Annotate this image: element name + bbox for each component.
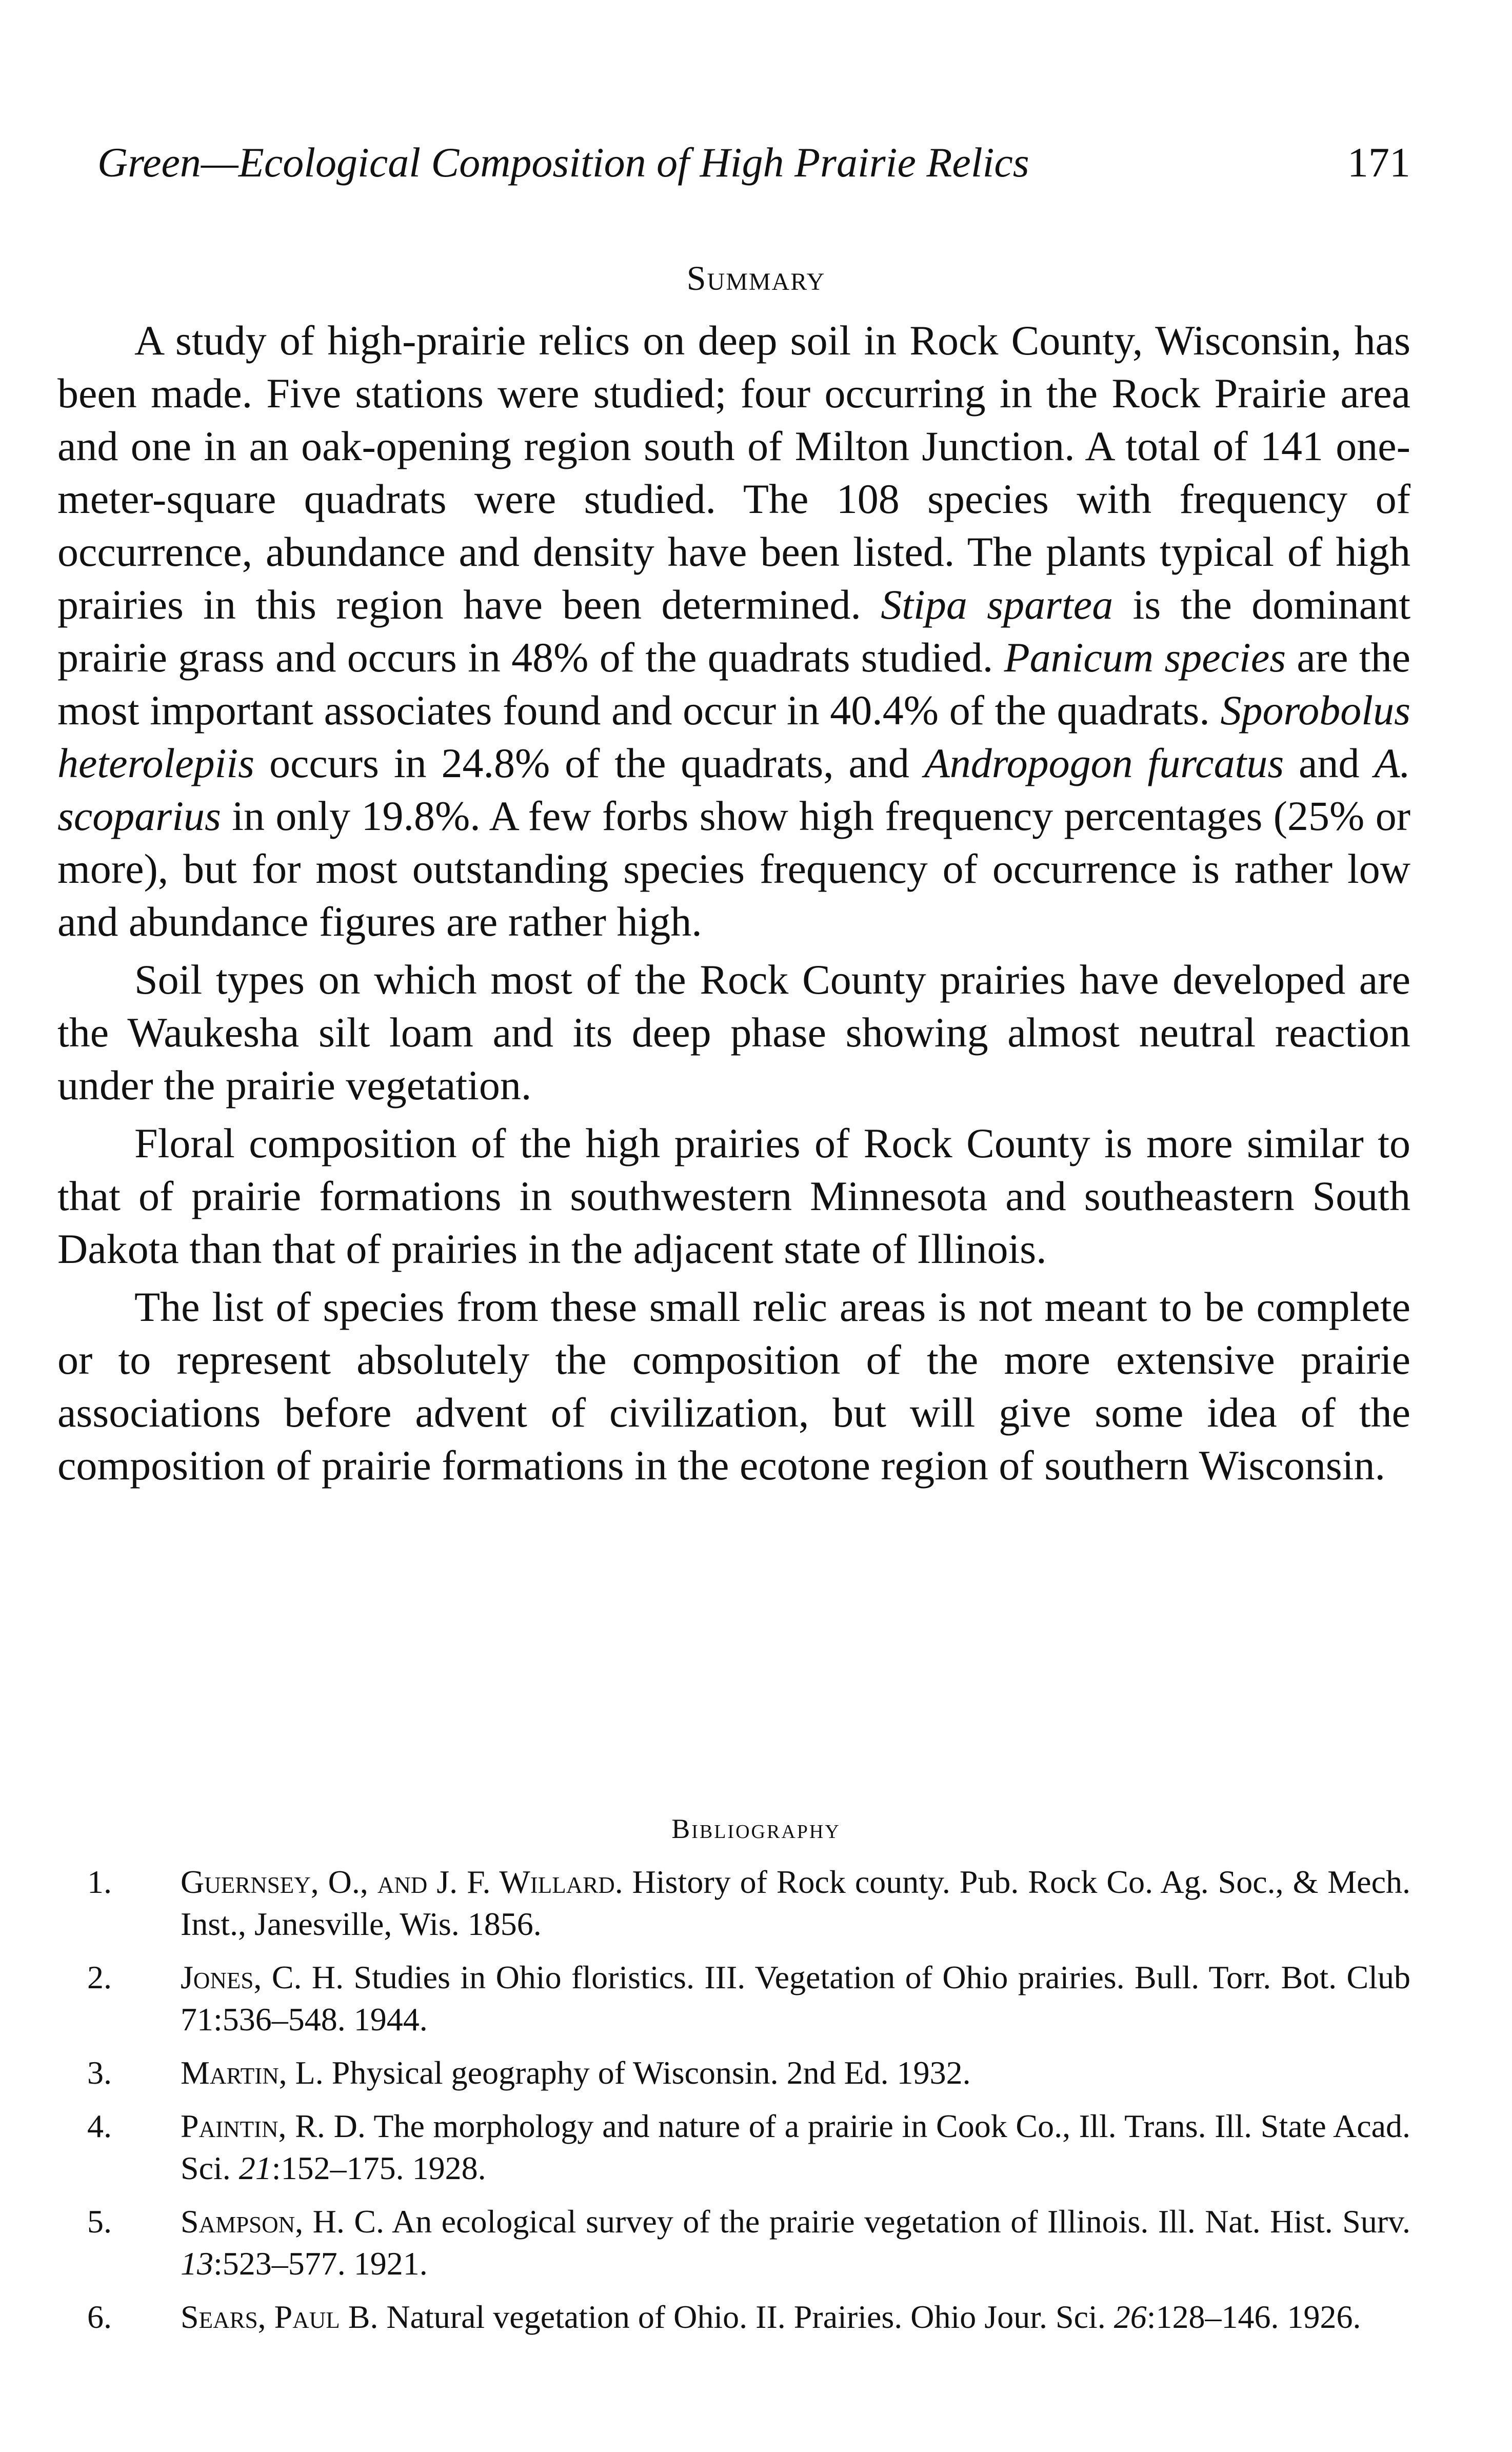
bibliography-author: Sears, Paul B.	[181, 2299, 379, 2335]
bibliography-list	[87, 1861, 1410, 2349]
bibliography-citation: :128–146. 1926.	[1146, 2299, 1361, 2335]
bibliography-volume: 21	[238, 2150, 272, 2186]
bibliography-citation: An ecological survey of the prairie vegetation of Illinois. Ill. Nat. Hist. Surv.	[384, 2203, 1411, 2240]
bibliography-citation: The morphology and nature of a prairie in Cook Co., Ill. Trans. Ill. State Acad. Sci.	[181, 2108, 1411, 2186]
bibliography-author: Guernsey, O., and J. F. Willard.	[181, 1864, 623, 1900]
summary-heading-text: Summary	[686, 259, 826, 298]
bibliography-citation: Natural vegetation of Ohio. II. Prairies. Ohio Jour. Sci.	[378, 2299, 1114, 2335]
bibliography-entry-text	[181, 2108, 1410, 2186]
bibliography-volume: 13	[181, 2245, 213, 2282]
bibliography-entry-number: 2.	[87, 1959, 112, 1995]
paragraph-text: The list of species from these small relic areas is not meant to be complete or to represent absolutely the composition of the more extensive prairie associations before advent of civilization, but will give some idea of the composition of prairie formations in the ecotone region of southern Wisconsin.	[57, 1283, 1410, 1489]
paragraph-text: is the dominant prairie grass and occurs in 48% of the quadrats studied.	[57, 581, 1410, 681]
bibliography-entry-number: 6.	[87, 2299, 112, 2335]
paragraph-text: in only 19.8%. A few forbs show high frequency percentages (25% or more), but for most outstanding species frequency of occurrence is rather low and abundance figures are rather high.	[57, 793, 1410, 945]
page-number: 171	[1347, 139, 1410, 186]
italic-text: Panicum species	[1004, 634, 1286, 681]
bibliography-entry-text	[181, 1864, 1410, 1942]
summary-paragraph	[57, 1117, 1410, 1275]
italic-text: Andropogon furcatus	[924, 740, 1284, 786]
bibliography-entry-text	[181, 1959, 1410, 2038]
bibliography-author: Jones, C. H.	[181, 1959, 344, 1995]
summary-paragraph	[57, 953, 1410, 1112]
bibliography-entry-number: 3.	[87, 2054, 112, 2091]
bibliography-entry-number: 4.	[87, 2108, 112, 2144]
bibliography-entry-text	[181, 2203, 1410, 2282]
paragraph-text: A study of high-prairie relics on deep soil in Rock County, Wisconsin, has been made. Five stations were studied; four occurring in the Rock Prairie area and one in an oak-opening region south of Milton Junction. A total of 141 one-meter-square quadrats were studied. The 108 species with frequency of occurrence, abundance and density have been listed. The plants typical of high prairies in this region have been determined.	[57, 317, 1410, 628]
running-head	[97, 134, 1410, 191]
running-head-title: Green—Ecological Composition of High Prairie Relics	[97, 139, 1029, 186]
bibliography-author: Sampson, H. C.	[181, 2203, 385, 2240]
bibliography-heading	[0, 1808, 1512, 1849]
italic-text: Stipa spartea	[881, 581, 1113, 628]
bibliography-entry-text	[181, 2299, 1361, 2335]
bibliography-entry	[87, 1956, 1410, 2041]
paragraph-text: Floral composition of the high prairies of Rock County is more similar to that of prairie formations in southwestern Minnesota and southeastern South Dakota than that of prairies in the adjacent state of Illinois.	[57, 1120, 1410, 1272]
bibliography-entry	[87, 2052, 1410, 2094]
bibliography-entry	[87, 2296, 1410, 2338]
bibliography-entry	[87, 2105, 1410, 2189]
italic-text: A. scoparius	[57, 740, 1410, 839]
bibliography-entry-number: 1.	[87, 1864, 112, 1900]
summary-body	[57, 314, 1410, 1497]
italic-text: Sporobolus heterolepiis	[57, 687, 1410, 786]
summary-paragraph	[57, 314, 1410, 948]
bibliography-entry-text	[181, 2054, 971, 2091]
bibliography-citation: History of Rock county. Pub. Rock Co. Ag. Soc., & Mech. Inst., Janesville, Wis. 1856.	[181, 1864, 1410, 1942]
paragraph-text: Soil types on which most of the Rock County prairies have developed are the Waukesha silt loam and its deep phase showing almost neutral reaction under the prairie vegetation.	[57, 956, 1410, 1109]
bibliography-citation: Physical geography of Wisconsin. 2nd Ed. 1932.	[323, 2054, 971, 2091]
bibliography-author: Paintin, R. D.	[181, 2108, 366, 2144]
paragraph-text: are the most important associates found and occur in 40.4% of the quadrats.	[57, 634, 1411, 734]
bibliography-author: Martin, L.	[181, 2054, 324, 2091]
bibliography-volume: 26	[1113, 2299, 1147, 2335]
bibliography-citation: :523–577. 1921.	[213, 2245, 428, 2282]
bibliography-entry-number: 5.	[87, 2203, 112, 2240]
bibliography-citation: Studies in Ohio floristics. III. Vegetation of Ohio prairies. Bull. Torr. Bot. Club 71:536–548. 1944.	[181, 1959, 1410, 2038]
summary-paragraph	[57, 1280, 1410, 1492]
bibliography-heading-text: Bibliography	[671, 1813, 841, 1844]
bibliography-citation: :152–175. 1928.	[271, 2150, 486, 2186]
bibliography-entry	[87, 1861, 1410, 1945]
paragraph-text: and	[1284, 740, 1375, 786]
bibliography-entry	[87, 2201, 1410, 2285]
summary-heading	[0, 258, 1512, 299]
paragraph-text: occurs in 24.8% of the quadrats, and	[254, 740, 924, 786]
